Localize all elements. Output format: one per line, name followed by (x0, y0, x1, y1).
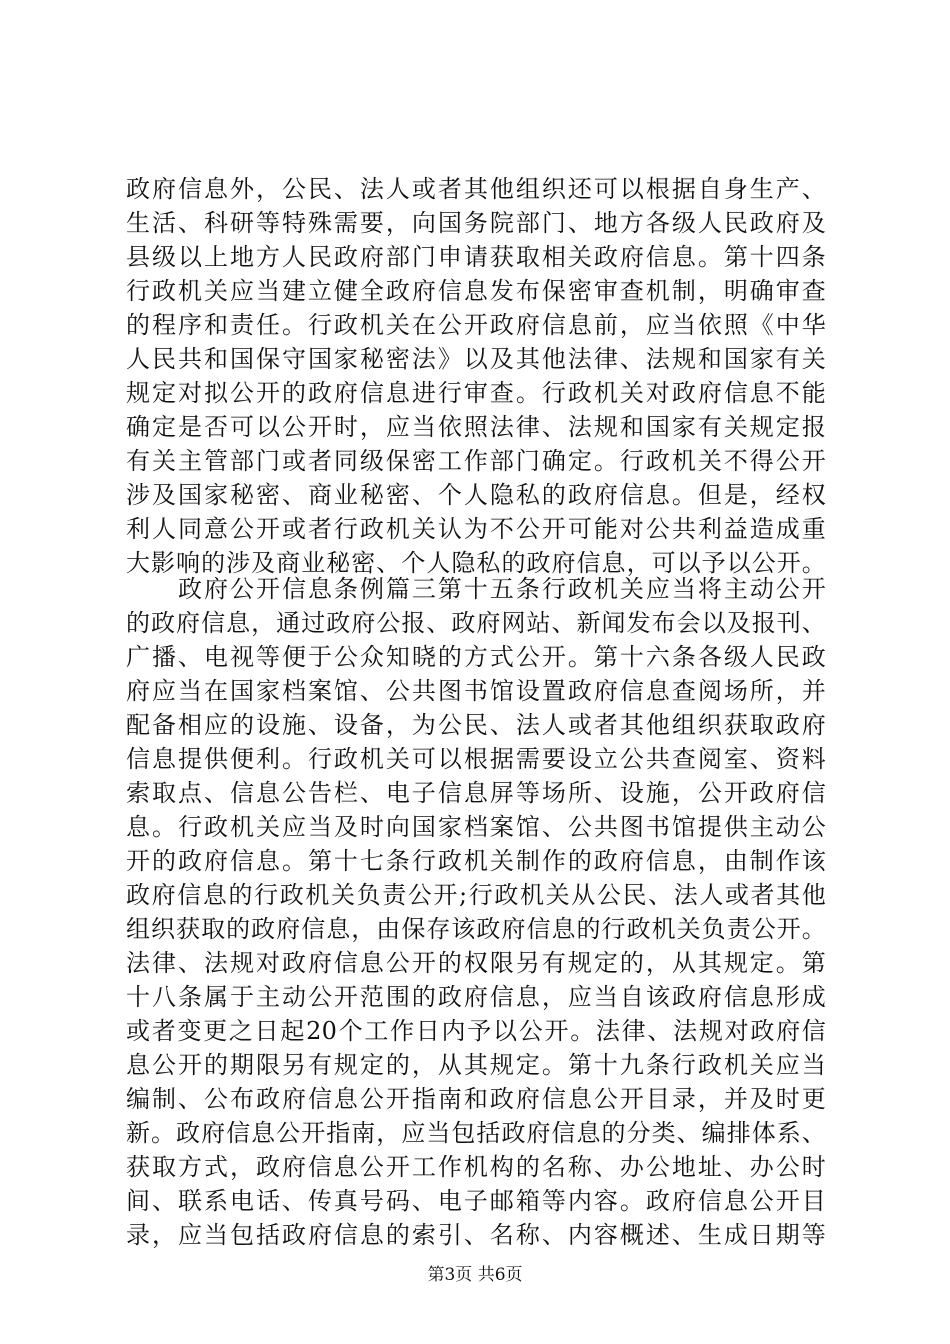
text-line: 政府公开信息条例篇三第十五条行政机关应当将主动公开 (178, 575, 826, 603)
text-line: 编制、公布政府信息公开指南和政府信息公开目录，并及时更 (126, 1085, 826, 1113)
text-line: 法律、法规对政府信息公开的权限另有规定的，从其规定。第 (126, 949, 826, 977)
text-line: 十八条属于主动公开范围的政府信息，应当自该政府信息形成 (126, 983, 826, 1011)
text-line: 广播、电视等便于公众知晓的方式公开。第十六条各级人民政 (126, 643, 826, 671)
text-line: 开的政府信息。第十七条行政机关制作的政府信息，由制作该 (126, 847, 826, 875)
text-line: 配备相应的设施、设备，为公民、法人或者其他组织获取政府 (126, 711, 826, 739)
text-line: 信息提供便利。行政机关可以根据需要设立公共查阅室、资料 (126, 745, 826, 773)
text-line: 有关主管部门或者同级保密工作部门确定。行政机关不得公开 (126, 447, 826, 475)
text-line: 规定对拟公开的政府信息进行审查。行政机关对政府信息不能 (126, 379, 826, 407)
text-line: 大影响的涉及商业秘密、个人隐私的政府信息，可以予以公开。 (126, 549, 826, 577)
text-line: 新。政府信息公开指南，应当包括政府信息的分类、编排体系、 (126, 1119, 826, 1147)
text-line: 政府信息外，公民、法人或者其他组织还可以根据自身生产、 (126, 175, 826, 203)
text-line: 组织获取的政府信息，由保存该政府信息的行政机关负责公开。 (126, 915, 826, 943)
text-line: 间、联系电话、传真号码、电子邮箱等内容。政府信息公开目 (126, 1187, 826, 1215)
text-line: 府应当在国家档案馆、公共图书馆设置政府信息查阅场所，并 (126, 677, 826, 705)
text-line: 政府信息的行政机关负责公开;行政机关从公民、法人或者其他 (126, 881, 826, 909)
text-line: 息公开的期限另有规定的，从其规定。第十九条行政机关应当 (126, 1051, 826, 1079)
text-line: 利人同意公开或者行政机关认为不公开可能对公共利益造成重 (126, 515, 826, 543)
text-line: 的程序和责任。行政机关在公开政府信息前，应当依照《中华 (126, 311, 826, 339)
text-line: 生活、科研等特殊需要，向国务院部门、地方各级人民政府及 (126, 209, 826, 237)
page-footer (0, 1264, 950, 1286)
paragraph-1 (126, 172, 826, 580)
text-line: 涉及国家秘密、商业秘密、个人隐私的政府信息。但是，经权 (126, 481, 826, 509)
text-line: 的政府信息，通过政府公报、政府网站、新闻发布会以及报刊、 (126, 609, 826, 637)
page-number: 第3页 共6页 (427, 1265, 523, 1285)
text-line: 确定是否可以公开时，应当依照法律、法规和国家有关规定报 (126, 413, 826, 441)
text-line: 息。行政机关应当及时向国家档案馆、公共图书馆提供主动公 (126, 813, 826, 841)
paragraph-2 (126, 572, 826, 1252)
text-line: 行政机关应当建立健全政府信息发布保密审查机制，明确审查 (126, 277, 826, 305)
text-line: 索取点、信息公告栏、电子信息屏等场所、设施，公开政府信 (126, 779, 826, 807)
text-line: 或者变更之日起20个工作日内予以公开。法律、法规对政府信 (126, 1017, 826, 1045)
text-line: 县级以上地方人民政府部门申请获取相关政府信息。第十四条 (126, 243, 826, 271)
text-line: 录，应当包括政府信息的索引、名称、内容概述、生成日期等 (126, 1221, 826, 1249)
text-line: 人民共和国保守国家秘密法》以及其他法律、法规和国家有关 (126, 345, 826, 373)
text-line: 获取方式，政府信息公开工作机构的名称、办公地址、办公时 (126, 1153, 826, 1181)
